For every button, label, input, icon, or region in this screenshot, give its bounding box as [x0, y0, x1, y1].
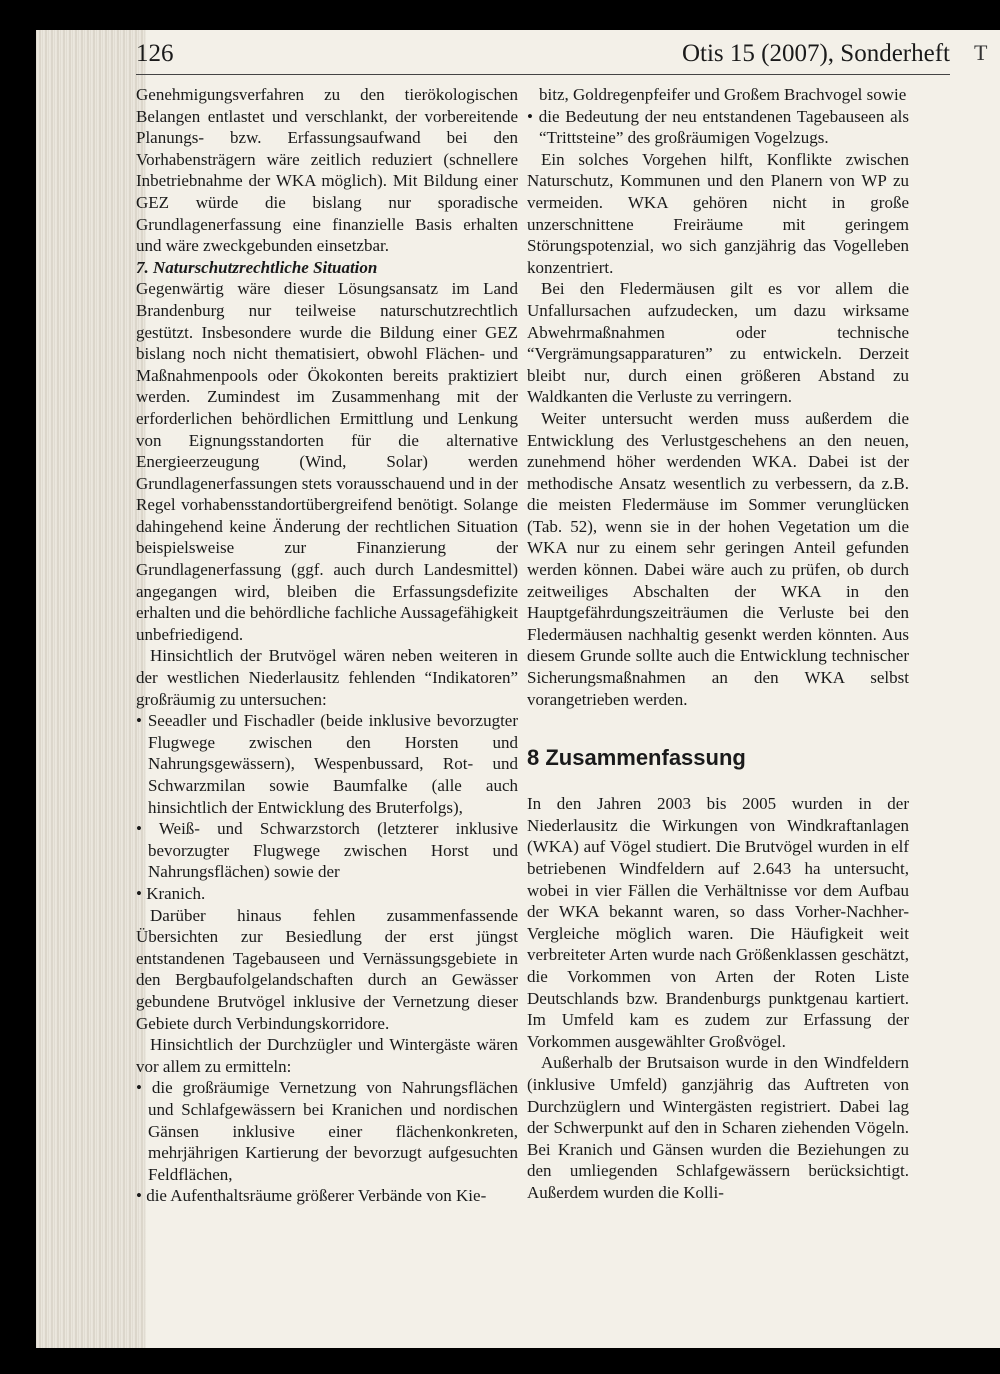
left-paragraph-5: Hinsichtlich der Durchzügler und Wintergäste wären vor allem zu ermitteln:	[136, 1035, 518, 1076]
list-item: • Weiß- und Schwarzstorch (letzterer inklusive bevorzugter Flugwege zwischen Horst und Nahrungsflächen) sowie der	[136, 819, 518, 882]
page-number: 126	[136, 40, 174, 67]
right-column	[527, 84, 909, 1204]
left-paragraph-2: Gegenwärtig wäre dieser Lösungsansatz im Land Brandenburg nur teilweise naturschutzrechtlich gestützt. Insbesondere wurde die Bildung einer GEZ bislang noch nicht thematisiert, obwohl Flächen- und Maßnahmenpools oder Ökokonten bereits praktiziert werden. Zumindest im Zusammenhang mit der erforderlichen behördlichen Ermittlung und Lenkung von Eignungsstandorten für die alternative Energieerzeugung (Wind, Solar) werden Grundlagenerfassungen stets vorausschauend und in der Regel vorhabensstandortübergreifend benötigt. Solange dahingehend keine Änderung der rechtlichen Situation beispielsweise zur Finanzierung der Grundlagenerfassung (ggf. auch durch Landesmittel) angegangen wird, bleiben die Erfassungsdefizite erhalten und die behördliche fachliche Aussagefähigkeit unbefriedigend.	[136, 279, 518, 644]
left-column	[136, 84, 518, 1207]
list-item: • die Bedeutung der neu entstandenen Tagebauseen als “Trittsteine” des großräumigen Vogelzugs.	[527, 106, 909, 148]
section-heading-zusammenfassung: 8 Zusammenfassung	[527, 745, 746, 771]
left-paragraph-3: Hinsichtlich der Brutvögel wären neben weiteren in der westlichen Niederlausitz fehlenden “Indikatoren” großräumig zu untersuchen:	[136, 646, 518, 709]
subheading-naturschutzrecht: 7. Naturschutzrechtliche Situation	[136, 257, 378, 277]
right-paragraph-2: Bei den Fledermäusen gilt es vor allem die Unfallursachen aufzudecken, um dazu wirksame Abwehrmaßnahmen oder technische “Vergrämungsapparaturen” zu entwickeln. Derzeit bleibt nur, durch einen größeren Abstand zu Waldkanten die Verluste zu verringern.	[527, 279, 909, 407]
journal-title: Otis 15 (2007), Sonderheft	[681, 40, 950, 67]
migrants-list	[136, 1077, 518, 1207]
list-item: • die Aufenthaltsräume größerer Verbände von Kie-	[136, 1186, 487, 1206]
right-bullet-list	[527, 106, 909, 149]
right-continuation: bitz, Goldregenpfeifer und Großem Brachvogel sowie	[539, 85, 907, 104]
next-page-edge	[968, 30, 1000, 1348]
running-head	[136, 40, 950, 75]
next-page-edge-glyph: T	[974, 40, 988, 65]
breeding-birds-list	[136, 710, 518, 904]
right-paragraph-5: Außerhalb der Brutsaison wurde in den Windfeldern (inklusive Umfeld) ganzjährig das Auftreten von Durchzüglern und Wintergästen registriert. Dabei lag der Schwerpunkt auf den in Scharen ziehenden Vögeln. Bei Kranich und Gänsen wurden die Beziehungen zu den umliegenden Schlafgewässern berücksichtigt. Außerdem wurden die Kolli-	[527, 1053, 909, 1202]
right-paragraph-4: In den Jahren 2003 bis 2005 wurden in der Niederlausitz die Wirkungen von Windkraftanlagen (WKA) auf Vögel studiert. Die Brutvögel wurden in elf betriebenen Windfeldern auf 2.643 ha untersucht, wobei in vier Fällen die Verhältnisse vor dem Aufbau der WKA bekannt waren, so dass Vorher-Nachher-Vergleiche möglich waren. Die Häufigkeit weit verbreiteter Arten wurde nach Größenklassen geschätzt, die Vorkommen von Arten der Roten Liste Deutschlands bzw. Brandenburgs punktgenau kartiert. Im Umfeld kam es zudem zur Erfassung der Vorkommen ausgewählter Großvögel.	[527, 794, 909, 1051]
right-paragraph-1: Ein solches Vorgehen hilft, Konflikte zwischen Naturschutz, Kommunen und den Planern von WP zu vermeiden. WKA gehören nicht in große unzerschnittene Freiräume mit geringem Störungspotenzial, wo sich ganzjährig das Vogelleben konzentriert.	[527, 149, 909, 277]
right-paragraph-3: Weiter untersucht werden muss außerdem die Entwicklung des Verlustgeschehens an den neuen, zunehmend höher werdenden WKA. Dabei ist der methodische Ansatz wesentlich zu verbessern, da z.B. die meisten Fledermäuse im Sommer verunglücken (Tab. 52), wenn sie in der hohen Vegetation um die WKA nur zu einem sehr geringen Anteil gefunden werden können. Dabei wäre auch zu prüfen, ob durch zeitweiliges Abschalten der WKA in den Hauptgefährdungszeiträumen die Verluste bei den Fledermäusen nachhaltig gesenkt werden könnten. Aus diesem Grunde sollte auch die Entwicklung technischer Sicherungsmaßnahmen an den WKA selbst vorangetrieben werden.	[527, 408, 909, 709]
left-paragraph-4: Darüber hinaus fehlen zusammenfassende Übersichten zur Besiedlung der erst jüngst entstandenen Tagebauseen und Vernässungsgebiete in den Bergbaufolgelandschaften durch an Gewässer gebundene Brutvögel inklusive der Vernetzung dieser Gebiete durch Verbindungskorridore.	[136, 905, 518, 1033]
list-item: • Seeadler und Fischadler (beide inklusive bevorzugter Flugwege zwischen den Horsten und Nahrungsgewässern), Wespenbussard, Rot- und Schwarzmilan sowie Baumfalke (alle auch hinsichtlich der Entwicklung des Bruterfolgs),	[136, 711, 518, 817]
book-binding-edge	[0, 0, 40, 1374]
list-item: • die großräumige Vernetzung von Nahrungsflächen und Schlafgewässern bei Kranichen und nordischen Gänsen inklusive einer flächenkonkreten, mehrjährigen Kartierung der bevorzugt aufgesuchten Feldflächen,	[136, 1078, 518, 1184]
left-paragraph-1: Genehmigungsverfahren zu den tierökologischen Belangen entlastet und verschlankt, der vorbereitende Planungs- bzw. Erfassungsaufwand bei den Vorhabensträgern wäre zeitlich reduziert (schnellere Inbetriebnahme der WKA möglich). Mit Bildung einer GEZ würde die bislang nur sporadische Grundlagenerfassung eine finanzielle Basis erhalten und wäre zweckgebunden einsetzbar.	[136, 85, 518, 256]
list-item: • Kranich.	[136, 883, 206, 903]
